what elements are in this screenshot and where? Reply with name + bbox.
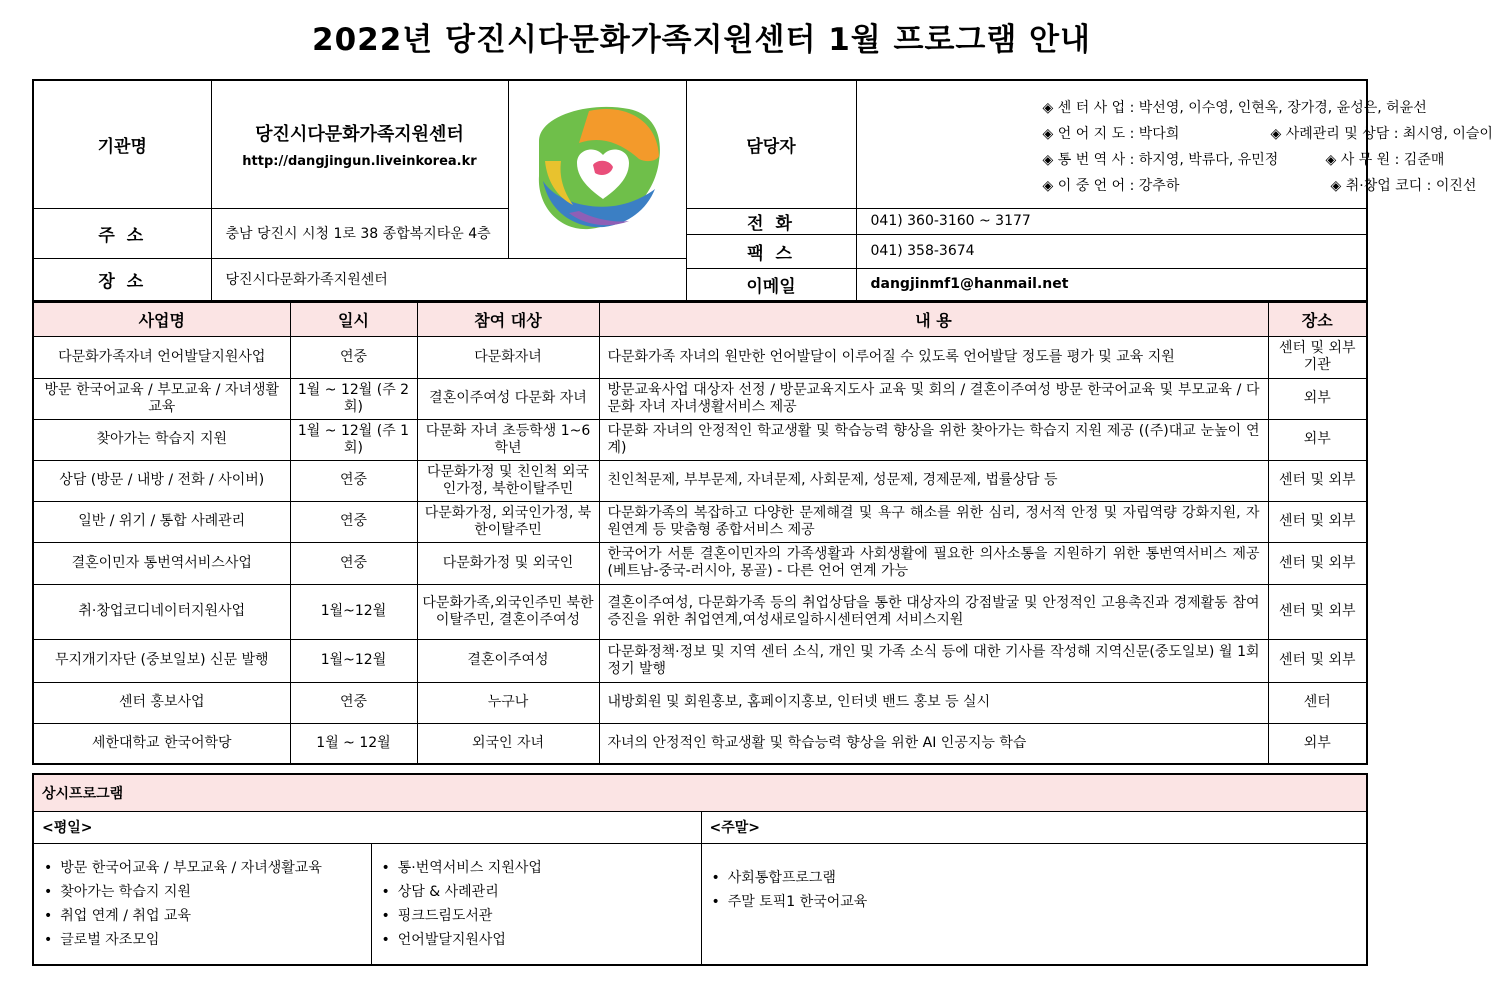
col-header-name: 사업명: [33, 302, 290, 336]
staff-line: ◈ 통 번 역 사 : 하지영, 박류다, 유민정 ◈ 사 무 원 : 김준매: [1042, 152, 1445, 169]
program-date: 연중: [290, 336, 417, 378]
program-date: 1월 ~ 12월: [290, 723, 417, 764]
program-target: 결혼이주여성: [417, 639, 599, 682]
program-name: 세한대학교 한국어학당: [33, 723, 290, 764]
staff-line: ◈ 센 터 사 업 : 박선영, 이수영, 인현옥, 장가경, 윤성은, 허윤선: [1042, 100, 1427, 117]
col-header-target: 참여 대상: [417, 302, 599, 336]
list-item: • 통·번역서비스 지원사업: [382, 856, 701, 880]
program-date: 1월 ~ 12월 (주 1회): [290, 419, 417, 460]
program-content: 다문화 자녀의 안정적인 학교생활 및 학습능력 향상을 위한 찾아가는 학습지 지원 제공 ((주)대교 눈높이 연계): [599, 419, 1268, 460]
list-item: • 사회통합프로그램: [712, 866, 1367, 890]
program-row: [33, 723, 1367, 764]
place-value: 당진시다문화가족지원센터: [211, 258, 686, 301]
program-name: 찾아가는 학습지 지원: [33, 419, 290, 460]
program-place: 센터 및 외부: [1268, 501, 1367, 542]
program-name: 결혼이민자 통번역서비스사업: [33, 542, 290, 584]
program-name: 센터 홍보사업: [33, 682, 290, 723]
program-target: 다문화가정, 외국인가정, 북한이탈주민: [417, 501, 599, 542]
list-item: • 방문 한국어교육 / 부모교육 / 자녀생활교육: [44, 856, 371, 880]
org-info: [211, 80, 508, 208]
program-date: 연중: [290, 501, 417, 542]
phone-value: 041) 360-3160 ~ 3177: [856, 208, 1367, 234]
program-content: 내방회원 및 회원홍보, 홈페이지홍보, 인터넷 밴드 홍보 등 실시: [599, 682, 1268, 723]
program-content: 한국어가 서툰 결혼이민자의 가족생활과 사회생활에 필요한 의사소통을 지원하기 위한 통번역서비스 제공(베트남-중국-러시아, 몽골) - 다른 언어 연계 가능: [599, 542, 1268, 584]
program-name: 일반 / 위기 / 통합 사례관리: [33, 501, 290, 542]
program-target: 결혼이주여성 다문화 자녀: [417, 378, 599, 419]
program-table: [32, 301, 1368, 765]
program-place: 센터 및 외부: [1268, 639, 1367, 682]
program-date: 연중: [290, 542, 417, 584]
program-target: 다문화가정 및 외국인: [417, 542, 599, 584]
program-row: [33, 501, 1367, 542]
program-place: 센터 및 외부: [1268, 584, 1367, 639]
program-content: 자녀의 안정적인 학교생활 및 학습능력 향상을 위한 AI 인공지능 학습: [599, 723, 1268, 764]
list-item: • 찾아가는 학습지 지원: [44, 880, 371, 904]
manager-label: 담당자: [686, 80, 856, 208]
staff-line: ◈ 이 중 언 어 : 강추하 ◈ 취·창업 코디 : 이진선: [1042, 178, 1477, 195]
program-date: 연중: [290, 460, 417, 501]
program-date: 1월~12월: [290, 639, 417, 682]
program-row: [33, 542, 1367, 584]
program-target: 외국인 자녀: [417, 723, 599, 764]
program-row: [33, 378, 1367, 419]
program-target: 다문화 자녀 초등학생 1~6학년: [417, 419, 599, 460]
org-url[interactable]: http://dangjingun.liveinkorea.kr: [242, 153, 477, 169]
program-content: 다문화가족 자녀의 원만한 언어발달이 이루어질 수 있도록 언어발달 정도를 평가 및 교육 지원: [599, 336, 1268, 378]
program-target: 다문화가족,외국인주민 북한이탈주민, 결혼이주여성: [417, 584, 599, 639]
program-content: 방문교육사업 대상자 선정 / 방문교육지도사 교육 및 회의 / 결혼이주여성 방문 한국어교육 및 부모교육 / 다문화 자녀 자녀생활서비스 제공: [599, 378, 1268, 419]
weekday-label: <평일>: [33, 811, 701, 843]
weekday-list-1: [33, 843, 371, 965]
col-header-date: 일시: [290, 302, 417, 336]
list-item: • 취업 연계 / 취업 교육: [44, 904, 371, 928]
program-name: 다문화가족자녀 언어발달지원사업: [33, 336, 290, 378]
program-content: 다문화정책·정보 및 지역 센터 소식, 개인 및 가족 소식 등에 대한 기사를 작성해 지역신문(중도일보) 월 1회 정기 발행: [599, 639, 1268, 682]
staff-line: ◈ 언 어 지 도 : 박다희 ◈ 사례관리 및 상담 : 최시영, 이슬이: [1042, 126, 1493, 143]
org-label: 기관명: [33, 80, 211, 208]
col-header-place: 장소: [1268, 302, 1367, 336]
list-item: • 언어발달지원사업: [382, 928, 701, 952]
program-content: 친인척문제, 부부문제, 자녀문제, 사회문제, 성문제, 경제문제, 법률상담 등: [599, 460, 1268, 501]
list-item: • 상담 & 사례관리: [382, 880, 701, 904]
weekend-label: <주말>: [701, 811, 1367, 843]
program-date: 1월 ~ 12월 (주 2회): [290, 378, 417, 419]
program-content: 다문화가족의 복잡하고 다양한 문제해결 및 욕구 해소를 위한 심리, 정서적 안정 및 자립역량 강화지원, 자원연계 등 맞춤형 종합서비스 제공: [599, 501, 1268, 542]
col-header-content: 내 용: [599, 302, 1268, 336]
program-place: 센터: [1268, 682, 1367, 723]
email-label: 이메일: [686, 268, 856, 301]
weekend-list: [701, 843, 1367, 965]
fax-label: 팩 스: [686, 234, 856, 268]
fax-value: 041) 358-3674: [856, 234, 1367, 268]
program-header-row: [33, 302, 1367, 336]
program-target: 다문화가정 및 친인척 외국인가정, 북한이탈주민: [417, 460, 599, 501]
center-logo-icon: [529, 101, 665, 233]
program-name: 무지개기자단 (중보일보) 신문 발행: [33, 639, 290, 682]
program-name: 취·창업코디네이터지원사업: [33, 584, 290, 639]
list-item: • 글로벌 자조모임: [44, 928, 371, 952]
always-program-table: [32, 773, 1368, 966]
program-row: [33, 336, 1367, 378]
program-row: [33, 682, 1367, 723]
program-row: [33, 419, 1367, 460]
email-value[interactable]: dangjinmf1@hanmail.net: [856, 268, 1367, 301]
org-name: 당진시다문화가족지원센터: [255, 123, 464, 145]
program-target: 누구나: [417, 682, 599, 723]
center-info-table: [32, 79, 1493, 302]
program-place: 외부: [1268, 378, 1367, 419]
program-place: 센터 및 외부: [1268, 460, 1367, 501]
list-item: • 주말 토픽1 한국어교육: [712, 890, 1367, 914]
always-title: 상시프로그램: [33, 774, 1367, 811]
program-row: [33, 460, 1367, 501]
staff-list: [856, 80, 1493, 208]
program-target: 다문화자녀: [417, 336, 599, 378]
program-date: 1월~12월: [290, 584, 417, 639]
address-label: 주 소: [33, 208, 211, 258]
logo-cell: [508, 80, 686, 258]
program-name: 상담 (방문 / 내방 / 전화 / 사이버): [33, 460, 290, 501]
weekday-list-2: [371, 843, 701, 965]
program-name: 방문 한국어교육 / 부모교육 / 자녀생활교육: [33, 378, 290, 419]
program-place: 외부: [1268, 723, 1367, 764]
list-item: • 핑크드림도서관: [382, 904, 701, 928]
program-content: 결혼이주여성, 다문화가족 등의 취업상담을 통한 대상자의 강점발굴 및 안정적인 고용촉진과 경제활동 참여 증진을 위한 취업연계,여성새로일하시센터연계 서비스지원: [599, 584, 1268, 639]
program-row: [33, 639, 1367, 682]
place-label: 장 소: [33, 258, 211, 301]
phone-label: 전 화: [686, 208, 856, 234]
address-value: 충남 당진시 시청 1로 38 종합복지타운 4층: [211, 208, 508, 258]
program-place: 센터 및 외부기관: [1268, 336, 1367, 378]
program-place: 외부: [1268, 419, 1367, 460]
program-date: 연중: [290, 682, 417, 723]
program-place: 센터 및 외부: [1268, 542, 1367, 584]
program-row: [33, 584, 1367, 639]
page-title: 2022년 당진시다문화가족지원센터 1월 프로그램 안내: [312, 22, 1091, 58]
